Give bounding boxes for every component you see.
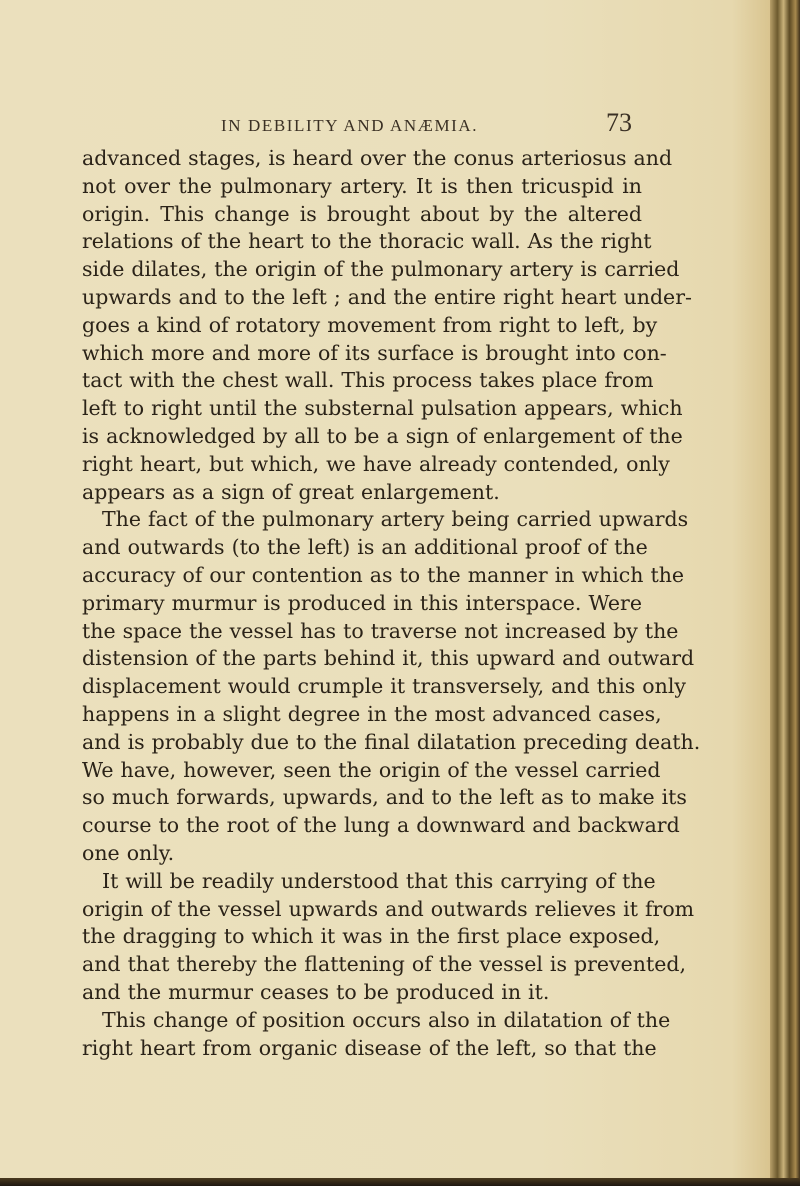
text-line: which more and more of its surface is brought into con-	[82, 340, 667, 365]
text-line: primary murmur is produced in this interspace. Were	[82, 590, 642, 615]
running-head	[0, 108, 770, 142]
text-line: The fact of the pulmonary artery being carried upwards	[102, 507, 689, 532]
text-line: This change of position occurs also in dilatation of the	[102, 1007, 671, 1032]
text-line: side dilates, the origin of the pulmonary artery is carried	[82, 257, 680, 282]
text-line: and outwards (to the left) is an additional proof of the	[82, 535, 648, 560]
running-head-title: IN DEBILITY AND ANÆMIA.	[221, 116, 479, 135]
text-line: one only.	[82, 840, 175, 865]
text-line: not over the pulmonary artery. It is then tricuspid in	[82, 173, 642, 198]
text-line: appears as a sign of great enlargement.	[82, 479, 500, 504]
text-line: right heart from organic disease of the left, so that the	[82, 1035, 657, 1060]
text-line: tact with the chest wall. This process takes place from	[82, 368, 654, 393]
body-text	[82, 145, 701, 1062]
text-line: so much forwards, upwards, and to the left as to make its	[82, 785, 687, 810]
text-line: course to the root of the lung a downward and backward	[82, 813, 680, 838]
text-line: displacement would crumple it transversely, and this only	[82, 674, 686, 699]
text-line: happens in a slight degree in the most advanced cases,	[82, 701, 662, 726]
text-line: the dragging to which it was in the first place exposed,	[82, 924, 661, 949]
text-line: relations of the heart to the thoracic wall. As the right	[82, 229, 652, 254]
text-line: advanced stages, is heard over the conus arteriosus and	[82, 146, 673, 170]
text-line: origin of the vessel upwards and outwards relieves it from	[82, 896, 695, 921]
text-line: and the murmur ceases to be produced in it.	[82, 979, 550, 1004]
text-line: upwards and to the left ; and the entire right heart under-	[82, 284, 692, 309]
text-line: and that thereby the flattening of the vessel is prevented,	[82, 952, 686, 977]
page-fore-edge	[770, 0, 800, 1186]
page-number: 73	[606, 108, 632, 137]
text-line: and is probably due to the final dilatation preceding death.	[82, 729, 701, 754]
page-bottom-edge	[0, 1178, 800, 1186]
text-line: origin. This change is brought about by the altered	[82, 201, 642, 226]
text-line: We have, however, seen the origin of the vessel carried	[82, 757, 661, 782]
text-line: right heart, but which, we have already contended, only	[82, 451, 670, 476]
text-line: distension of the parts behind it, this upward and outward	[82, 646, 695, 671]
text-line: goes a kind of rotatory movement from right to left, by	[82, 312, 658, 337]
text-line: accuracy of our contention as to the manner in which the	[82, 562, 685, 587]
text-line: It will be readily understood that this carrying of the	[102, 868, 656, 893]
text-line: is acknowledged by all to be a sign of enlargement of the	[82, 423, 683, 448]
text-line: the space the vessel has to traverse not increased by the	[82, 618, 679, 643]
text-line: left to right until the substernal pulsation appears, which	[82, 396, 683, 421]
